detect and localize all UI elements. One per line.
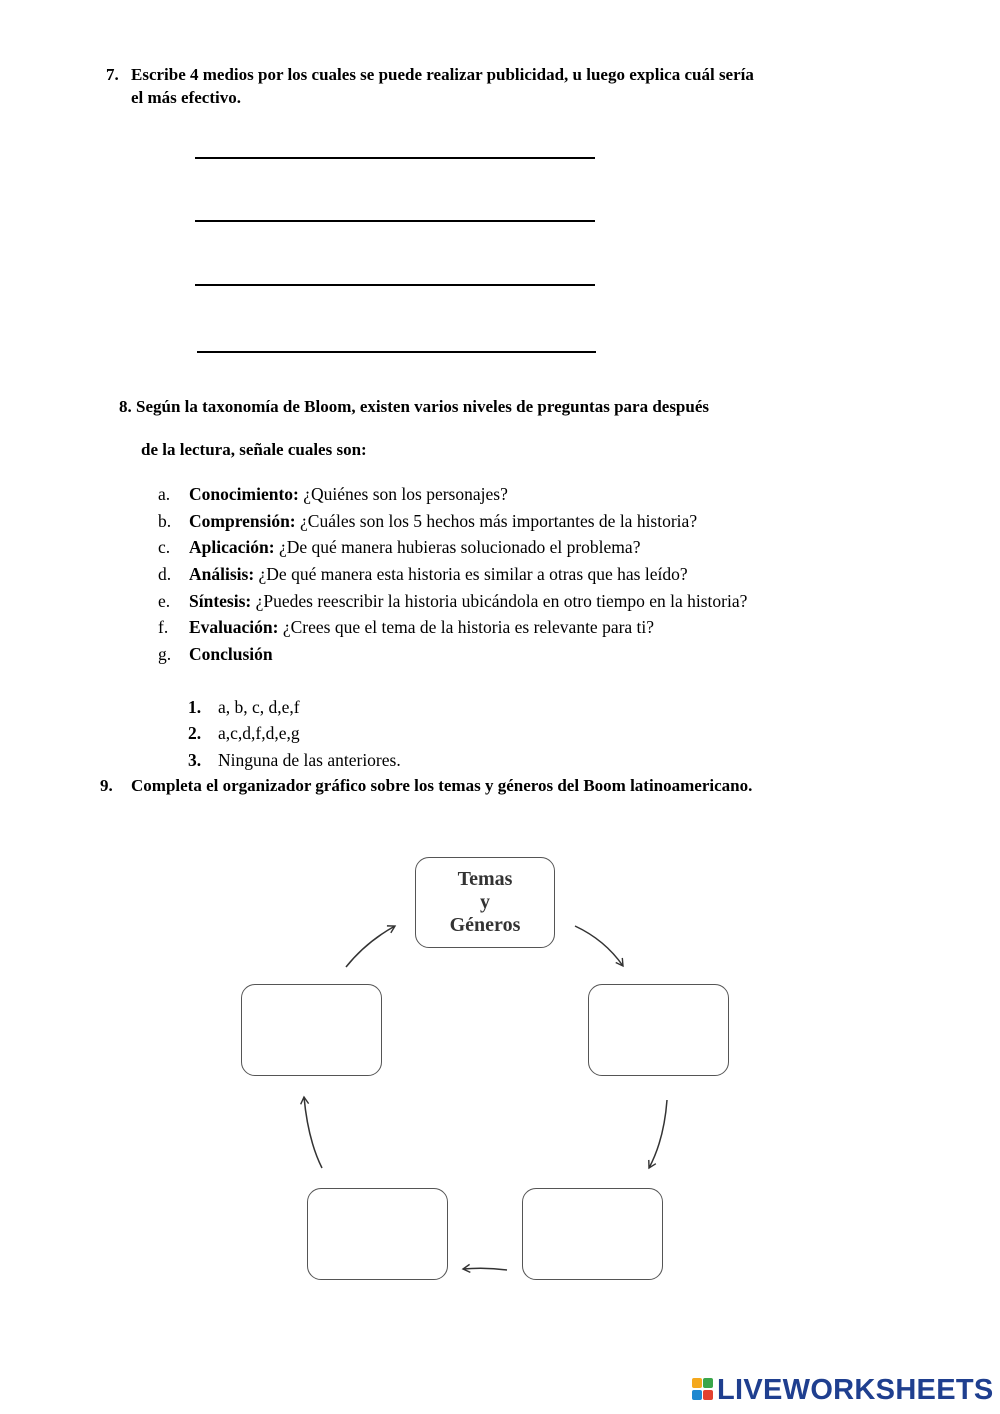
arrow-left-to-center bbox=[346, 926, 395, 967]
liveworksheets-logo bbox=[692, 1374, 994, 1406]
logo-icon bbox=[692, 1378, 714, 1402]
question-7-text-line1: Escribe 4 medios por los cuales se puede realizar publicidad, u luego explica cuál sería bbox=[131, 65, 754, 84]
organizer-box-bottom-right[interactable] bbox=[522, 1188, 663, 1280]
arrow-right-to-bottom-right bbox=[649, 1100, 667, 1168]
question-8-text-line2: de la lectura, señale cuales son: bbox=[141, 440, 367, 459]
bloom-option-g: g. Conclusión bbox=[158, 644, 273, 664]
organizer-center-line1: Temas bbox=[457, 868, 513, 890]
question-7-number: 7. bbox=[106, 65, 119, 84]
arrow-bottom-right-to-bottom-left bbox=[463, 1268, 507, 1270]
logo-text: LIVEWORKSHEETS bbox=[717, 1373, 994, 1406]
organizer-box-bottom-left[interactable] bbox=[307, 1188, 448, 1280]
organizer-box-left[interactable] bbox=[241, 984, 382, 1076]
bloom-option-f: f. Evaluación: ¿Crees que el tema de la historia es relevante para ti? bbox=[158, 617, 655, 637]
question-8-text-line1: 8. Según la taxonomía de Bloom, existen varios niveles de preguntas para después bbox=[119, 397, 710, 416]
bloom-option-c: c. Aplicación: ¿De qué manera hubieras solucionado el problema? bbox=[158, 537, 641, 557]
organizer-center-box bbox=[415, 857, 555, 948]
arrow-bottom-left-to-left bbox=[304, 1097, 322, 1168]
organizer-box-right[interactable] bbox=[588, 984, 729, 1076]
question-9-text: Completa el organizador gráfico sobre los temas y géneros del Boom latinoamericano. bbox=[131, 776, 753, 795]
bloom-option-d: d. Análisis: ¿De qué manera esta historia es similar a otras que has leído? bbox=[158, 564, 688, 584]
organizer-center-line2: y bbox=[480, 891, 490, 913]
answer-choice-2[interactable]: 2. a,c,d,f,d,e,g bbox=[188, 723, 300, 743]
question-9-number: 9. bbox=[100, 776, 113, 795]
organizer-center-line3: Géneros bbox=[449, 914, 521, 936]
bloom-option-a: a. Conocimiento: ¿Quiénes son los personajes? bbox=[158, 484, 508, 504]
question-7-text-line2: el más efectivo. bbox=[131, 88, 241, 107]
answer-choice-1[interactable]: 1. a, b, c, d,e,f bbox=[188, 697, 300, 717]
bloom-option-b: b. Comprensión: ¿Cuáles son los 5 hechos más importantes de la historia? bbox=[158, 511, 698, 531]
bloom-option-e: e. Síntesis: ¿Puedes reescribir la historia ubicándola en otro tiempo en la historia? bbox=[158, 591, 748, 611]
arrow-center-to-right bbox=[575, 926, 623, 966]
answer-choice-3[interactable]: 3. Ninguna de las anteriores. bbox=[188, 750, 401, 770]
